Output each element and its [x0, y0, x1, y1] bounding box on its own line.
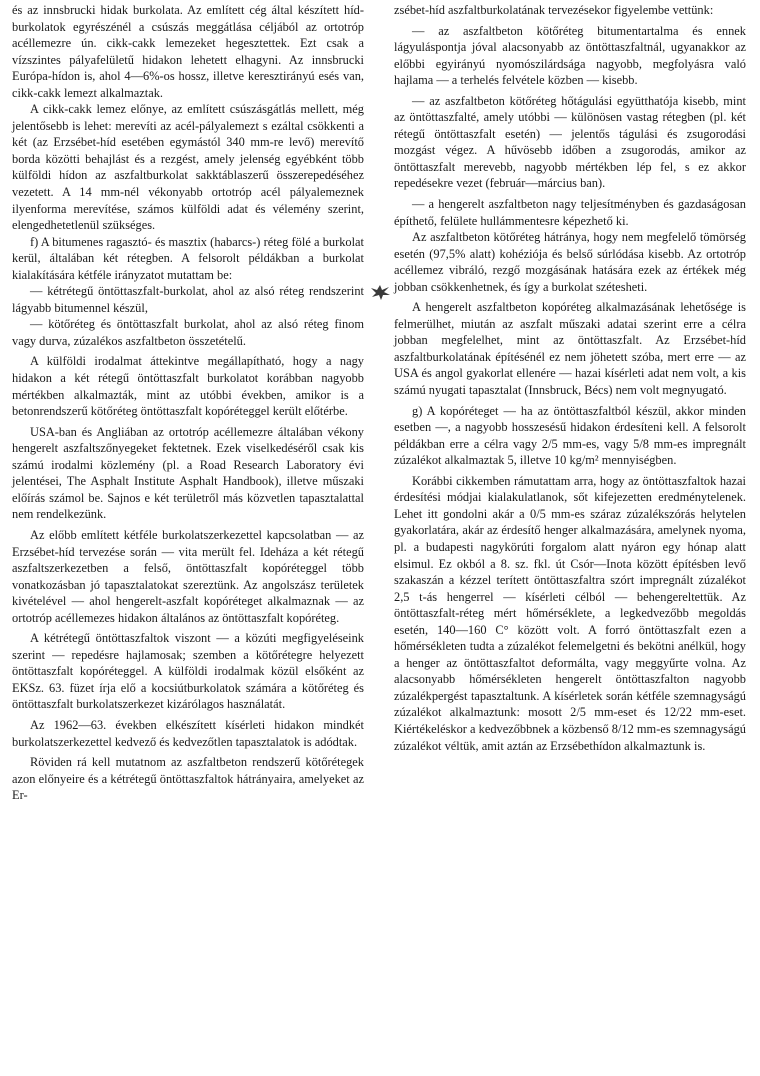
left-column	[12, 2, 364, 804]
right-column	[394, 2, 746, 804]
two-column-body	[12, 2, 746, 804]
paragraph: Az aszfaltbeton kötőréteg hátránya, hogy nem megfelelő tömörség esetén (97,5% alatt) kohéziója és belső súrlódása kisebb. Az ortotróp acéllemez vibráló, rezgő mozgásának hatására ezek az értékek még jobban csökkenhetnek, és így a burkolat szétesheti.	[394, 230, 746, 294]
paragraph: zsébet-híd aszfaltburkolatának tervezésekor figyelembe vettünk:	[394, 3, 714, 17]
paragraph: A cikk-cakk lemez előnye, az említett csúszásgátlás mellett, még jelentősebb is lehet: merevíti az acél-pályalemezt s ezáltal csökkenti a két (az Erzsébet-híd esetében egymástól 340 mm-re levő) merevítő borda közötti behajlást és a rezgést, amely jelenség egyébként több külföldi hídon az aszfaltburkolat sakktáblaszerű összerepedéséhez vezetett. A 14 mm-nél vékonyabb ortotróp acél pályalemeznek ilyenforma merevítése, számos külföldi adat és vélemény szerint, elengedhetetlenül szükséges.	[12, 102, 364, 233]
paragraph: Röviden rá kell mutatnom az aszfaltbeton rendszerű kötőrétegek azon előnyeire és a kétrétegű öntöttaszfaltok hátrányaira, amelyeket az Er-	[12, 755, 364, 803]
list-item: — az aszfaltbeton kötőréteg hőtágulási együtthatója kisebb, mint az öntöttaszfalté, amely utóbbi — különösen vastag rétegben (pl. két rétegű öntöttaszfalt esetén) — jelentős tágulási és zsugorodási mozgást végez. A hűvösebb időben a zsugorodás, amikor az öntöttaszfalt merevebb, nagyobb mértékben lép fel, s ez akkor repedésekre vezet (február—március ban).	[394, 93, 746, 191]
paragraph: A hengerelt aszfaltbeton kopóréteg alkalmazásának lehetősége is felmerülhet, miután az aszfalt műszaki adatai szerint erre a célra jobban megfelelhet, mint az öntöttaszfalt. Az Erzsébet-híd aszfaltburkolatának építésénél ez nem jöhetett szóba, mert erre — az USA és angol gyakorlat ellenére — hazai kísérleti adat nem volt, a kis számú nyugati tapasztalat (Innsbruck, Bécs) nem volt megnyugató.	[394, 300, 746, 398]
paragraph: A külföldi irodalmat áttekintve megállapítható, hogy a nagy hidakon a két rétegű öntöttaszfalt burkolatot korábban nagyobb mértékben alkalmazták, mint az utóbbi években, amikor is a betonrendszerű kötőréteg öntöttaszfalt kopóréteggel került előtérbe.	[12, 354, 364, 419]
list-item: — kötőréteg és öntöttaszfalt burkolat, ahol az alsó réteg finom vagy durva, zúzalékos aszfaltbeton összetételű.	[12, 317, 364, 348]
paragraph: Az 1962—63. években elkészített kísérleti hidakon mindkét burkolatszerkezettel kedvező és kedvezőtlen tapasztalatok is adódtak.	[12, 717, 364, 749]
list-item: — kétrétegű öntöttaszfalt-burkolat, ahol az alsó réteg rendszerint lágyabb bitumennel készül,	[12, 284, 364, 315]
paragraph: Az előbb említett kétféle burkolatszerkezettel kapcsolatban — az Erzsébet-híd tervezése során — vita merült fel. Ideháza a két rétegű aszfaltszerkezetben a felső, öntöttaszfalt kopóréteggel több vonatkozásban jó tapasztalatokat szereztünk. Az angolszász területek kivételével — ahol hengerelt-aszfalt kopóréteget alkalmaznak — az ortotróp acéllemezes hidakon általános az öntöttaszfalt kopóréteg.	[12, 527, 364, 625]
list-item: — a hengerelt aszfaltbeton nagy teljesítményben és gazdaságosan építhető, felülete hullámmentesre képezhető ki.	[394, 197, 746, 228]
paragraph: és az innsbrucki hidak burkolata. Az említett cég által készített híd-burkolatok egyrészénél a csúszás meggátlása céljából az ortotróp acéllemezre ún. cikk-cakk lemezeket hegesztettek. Ezt csak a vízszintes pályafelületű hidakon lehetett elhagyni. Az innsbrucki Európa-hídon is, ahol 4—6%-os hossz, illetve keresztirányú esés van, cikk-cakk lemezt alkalmaztak.	[12, 3, 364, 100]
paragraph: A kétrétegű öntöttaszfaltok viszont — a közúti megfigyeléseink szerint — repedésre hajlamosak; szemben a kötőrétegre helyezett öntöttaszfalt kopóréteggel. A külföldi irodalmak közül elsőként az EKSz. 63. füzet írja elő a kocsiútburkolatok számára a kötőréteg és öntöttaszfalt burkolatszerkezet kizárólagos használatát.	[12, 631, 364, 712]
list-item: — az aszfaltbeton kötőréteg bitumentartalma és ennek lágyuláspontja jóval alacsonyabb az öntöttaszfaltnál, ugyanakkor az előbbi egyirányú nyomószilárdsága nagyobb, megfolyásra való hajlama — a terhelés felvétele közben — kisebb.	[394, 23, 746, 88]
ink-blot-icon	[368, 282, 392, 302]
paragraph: g) A kopóréteget — ha az öntöttaszfaltból készül, akkor minden esetben —, a nagyobb hosszesésű hidakon érdesíteni kell. A felsorolt példákban erre a célra vagy 2/5 mm-es, vagy 5/8 mm-es impregnált zúzalékot alkalmaztak 5, illetve 10 kg/m² mennyiségben.	[394, 403, 746, 468]
paragraph: f) A bitumenes ragasztó- és masztix (habarcs-) réteg fölé a burkolat kerül, általában két rétegben. A felsorolt példákban a burkolat kialakítására kétféle irányzatot mutattam be:	[12, 234, 364, 282]
paragraph: USA-ban és Angliában az ortotróp acéllemezre általában vékony hengerelt aszfaltszőnyegeket fektetnek. Ezek viselkedéséről csak kis számú irodalmi közlemény (pl. a Road Research Laboratory évi jelentései, The Asphalt Institute Asphalt Handbook), illetve műszaki előírás számol be. Sajnos e két területről más közvetlen tapasztalattal nem rendelkezünk.	[12, 424, 364, 522]
paragraph: Korábbi cikkemben rámutattam arra, hogy az öntöttaszfaltok hazai érdesítési módjai kialakulatlanok, sőt kifejezetten eredménytelenek. Lehet itt gondolni akár a 0/5 mm-es száraz zúzalékszórás helytelen gyakorlatára, akár az érdesítő henger alkalmazására, amelynek nyoma, pl. a budapesti nagykörúti forgalom alatt nyáron egy hónap alatt elsimul. Ez okból a 8. sz. fkl. út Csór—Inota között építésben levő szakaszán a kézzel terített öntöttaszfaltra szórt impregnált zúzalékot 2,5 t-ás hengerrel — kísérleti célból — behengereltettük. Az öntöttaszfalt-réteg mért hőmérséklete, a legkedvezőbb megoldás esetén, 140—160 C° között volt. A forró öntöttaszfalt ezen a hőmérsékleten tudta a zúzalékot felemelgetni és bekötni anélkül, hogy a henger az öntöttaszfaltot deformálta, vagy meggyűrte volna. Az alacsonyabb hőmérsékleten hengerelt öntöttaszfalton nagyobb zúzalékpergést tapasztaltunk. A kísérletek során kétféle szemnagyságú zúzalékot alkalmaztunk: mosott 2/5 mm-eset és 12/22 mm-eset. Kiértékeléskor a kedvezőbbnek a közbenső 8/12 mm-es szemnagyságú zúzalékot véltük, amit aztán az Erzsébethídon alkalmaztunk is.	[394, 473, 746, 753]
